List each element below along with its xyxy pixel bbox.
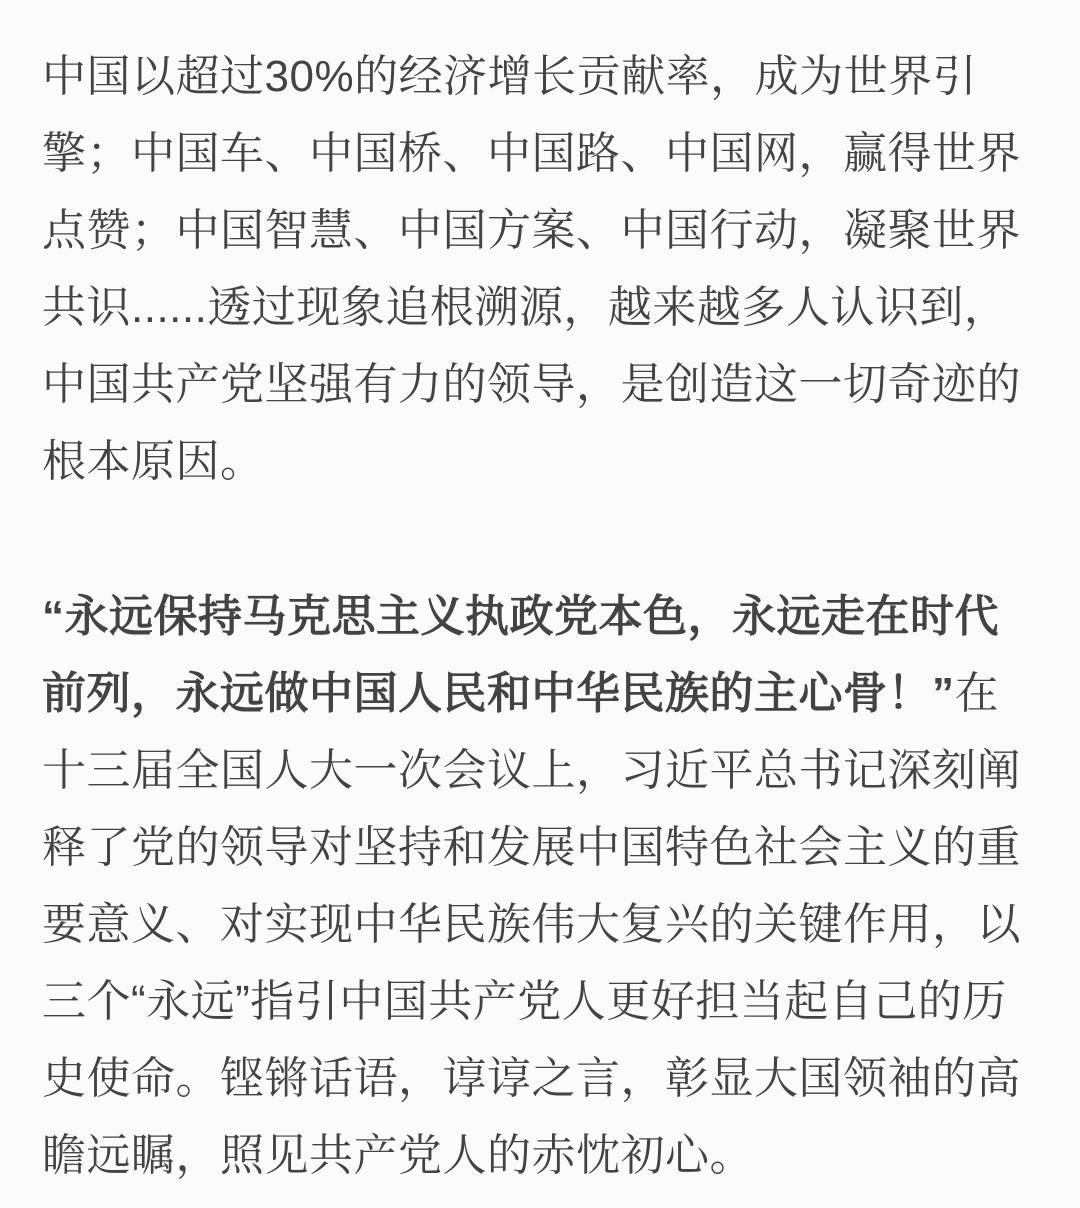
paragraph-text: 中国以超过30%的经济增长贡献率，成为世界引擎；中国车、中国桥、中国路、中国网，赢得世界点赞；中国智慧、中国方案、中国行动，凝聚世界共识......透过现象追根溯源，越来越多人认识到，中国共产党坚强有力的领导，是创造这一切奇迹的根本原因。 <box>42 52 1021 486</box>
bold-quote-text: “永远保持马克思主义执政党本色，永远走在时代前列，永远做中国人民和中华民族的主心骨！” <box>42 592 999 718</box>
paragraph-world-contribution <box>42 38 1038 500</box>
paragraph-three-forevers <box>42 578 1038 1194</box>
paragraph-text: 在十三届全国人大一次会议上，习近平总书记深刻阐释了党的领导对坚持和发展中国特色社会主义的重要意义、对实现中华民族伟大复兴的关键作用，以三个“永远”指引中国共产党人更好担当起自己的历史使命。铿锵话语，谆谆之言，彰显大国领袖的高瞻远瞩，照见共产党人的赤忱初心。 <box>42 669 1021 1180</box>
